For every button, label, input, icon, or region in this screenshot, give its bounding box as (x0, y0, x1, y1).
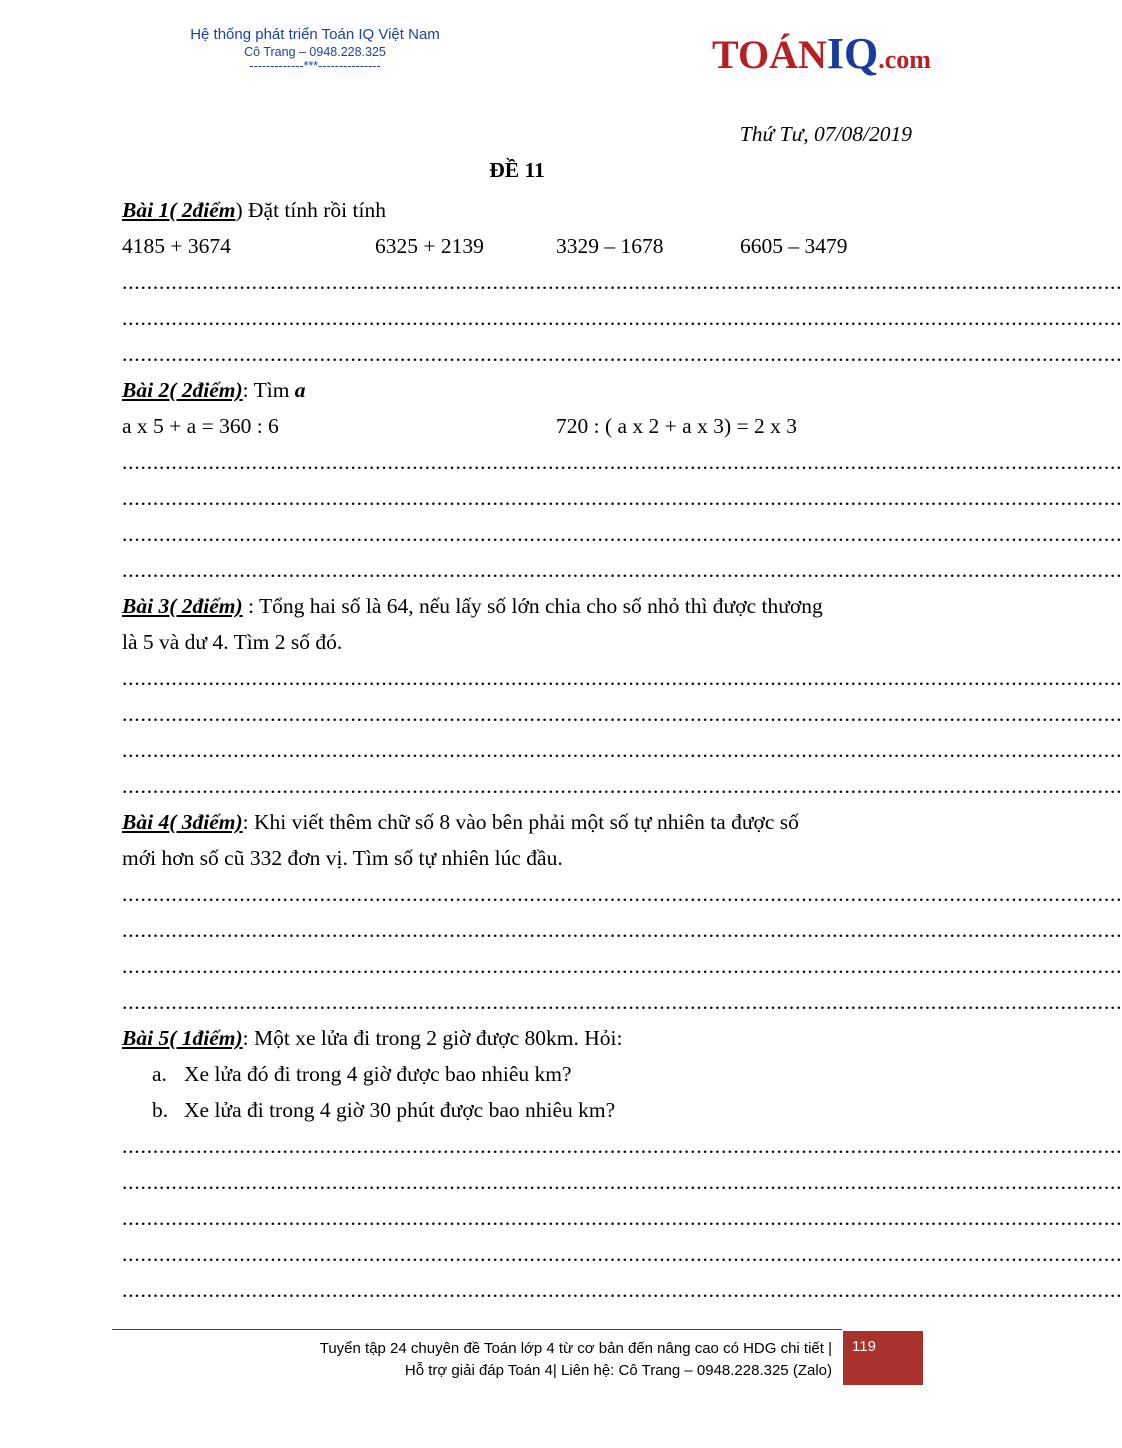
answer-line[interactable]: .................................................................................................................................................................. (122, 270, 1122, 294)
answer-line[interactable]: .................................................................................................................................................................. (122, 666, 1122, 690)
page-number-box (843, 1331, 923, 1385)
bai2-variable: a (294, 378, 306, 402)
answer-line[interactable]: .................................................................................................................................................................. (122, 882, 1122, 906)
bai4-text-1: : Khi viết thêm chữ số 8 vào bên phải một số tự nhiên ta được số (242, 810, 799, 834)
bai5-item-a (122, 1056, 912, 1092)
footer-divider (112, 1329, 842, 1330)
logo-iq: IQ (826, 29, 879, 78)
bai5-item-a-text: Xe lửa đó đi trong 4 giờ được bao nhiêu km? (184, 1062, 572, 1086)
exam-content (122, 192, 1122, 1308)
answer-line[interactable]: .................................................................................................................................................................. (122, 450, 1122, 474)
answer-line[interactable]: .................................................................................................................................................................. (122, 342, 1122, 366)
bai5-text: : Một xe lửa đi trong 2 giờ được 80km. Hỏi: (242, 1026, 623, 1050)
org-name: Hệ thống phát triển Toán IQ Việt Nam (190, 26, 440, 43)
answer-line[interactable]: .................................................................................................................................................................. (122, 522, 1122, 546)
bai3-label: Bài 3( 2điểm) (122, 594, 243, 618)
bai2-instruction: : Tìm (242, 378, 295, 402)
bai5-heading (122, 1020, 912, 1056)
answer-line[interactable]: .................................................................................................................................................................. (122, 1278, 1122, 1302)
bai4-text-2: mới hơn số cũ 332 đơn vị. Tìm số tự nhiên lúc đầu. (122, 846, 563, 870)
toaniq-logo (712, 28, 931, 79)
bai3-heading (122, 588, 912, 624)
page-number: 119 (852, 1338, 876, 1355)
bai1-op-2: 6325 + 2139 (375, 234, 484, 258)
bai2-equation-2: 720 : ( a x 2 + a x 3) = 2 x 3 (556, 414, 798, 438)
bai5-label: Bài 5( 1điểm) (122, 1026, 243, 1050)
answer-line[interactable]: .................................................................................................................................................................. (122, 486, 1122, 510)
bai1-heading (122, 192, 912, 228)
bai4-heading (122, 804, 912, 840)
logo-toan: TOÁN (712, 32, 827, 77)
answer-line[interactable]: .................................................................................................................................................................. (122, 954, 1122, 978)
header-block (170, 26, 460, 72)
answer-line[interactable]: .................................................................................................................................................................. (122, 774, 1122, 798)
footer-line-1: Tuyển tập 24 chuyên đề Toán lớp 4 từ cơ bản đến nâng cao có HDG chi tiết | (319, 1340, 832, 1357)
footer-line-2: Hỗ trợ giải đáp Toán 4| Liên hệ: Cô Trang – 0948.228.325 (Zalo) (404, 1362, 832, 1379)
answer-line[interactable]: .................................................................................................................................................................. (122, 990, 1122, 1014)
bai1-op-3: 3329 – 1678 (556, 234, 664, 258)
answer-line[interactable]: .................................................................................................................................................................. (122, 558, 1122, 582)
answer-line[interactable]: .................................................................................................................................................................. (122, 306, 1122, 330)
logo-com: .com (878, 45, 931, 74)
bai3-text-1: : Tổng hai số là 64, nếu lấy số lớn chia cho số nhỏ thì được thương (242, 594, 823, 618)
bai2-equations (122, 408, 912, 444)
bai5-item-b (122, 1092, 912, 1128)
bai1-instruction: ) Đặt tính rồi tính (235, 198, 386, 222)
bai5-item-b-label: b. (152, 1098, 169, 1122)
bai5-item-a-label: a. (152, 1062, 167, 1086)
bai1-op-1: 4185 + 3674 (122, 234, 231, 258)
answer-line[interactable]: .................................................................................................................................................................. (122, 1170, 1122, 1194)
bai5-item-b-text: Xe lửa đi trong 4 giờ 30 phút được bao nhiêu km? (184, 1098, 616, 1122)
bai4-label: Bài 4( 3điểm) (122, 810, 243, 834)
bai2-heading (122, 372, 912, 408)
exam-title: ĐỀ 11 (489, 158, 545, 182)
header-divider: -------------***--------------- (249, 59, 381, 73)
answer-line[interactable]: .................................................................................................................................................................. (122, 1206, 1122, 1230)
footer (112, 1338, 832, 1382)
exam-date: Thứ Tư, 07/08/2019 (739, 122, 912, 146)
answer-line[interactable]: .................................................................................................................................................................. (122, 1242, 1122, 1266)
bai2-label: Bài 2( 2điểm) (122, 378, 243, 402)
answer-line[interactable]: .................................................................................................................................................................. (122, 738, 1122, 762)
bai1-op-4: 6605 – 3479 (740, 234, 848, 258)
bai2-equation-1: a x 5 + a = 360 : 6 (122, 414, 279, 438)
answer-line[interactable]: .................................................................................................................................................................. (122, 918, 1122, 942)
contact-line: Cô Trang – 0948.228.325 (244, 45, 386, 59)
answer-line[interactable]: .................................................................................................................................................................. (122, 702, 1122, 726)
bai1-label: Bài 1( 2điểm (122, 198, 236, 222)
bai1-operations (122, 228, 912, 264)
answer-line[interactable]: .................................................................................................................................................................. (122, 1134, 1122, 1158)
bai3-text-2: là 5 và dư 4. Tìm 2 số đó. (122, 630, 343, 654)
